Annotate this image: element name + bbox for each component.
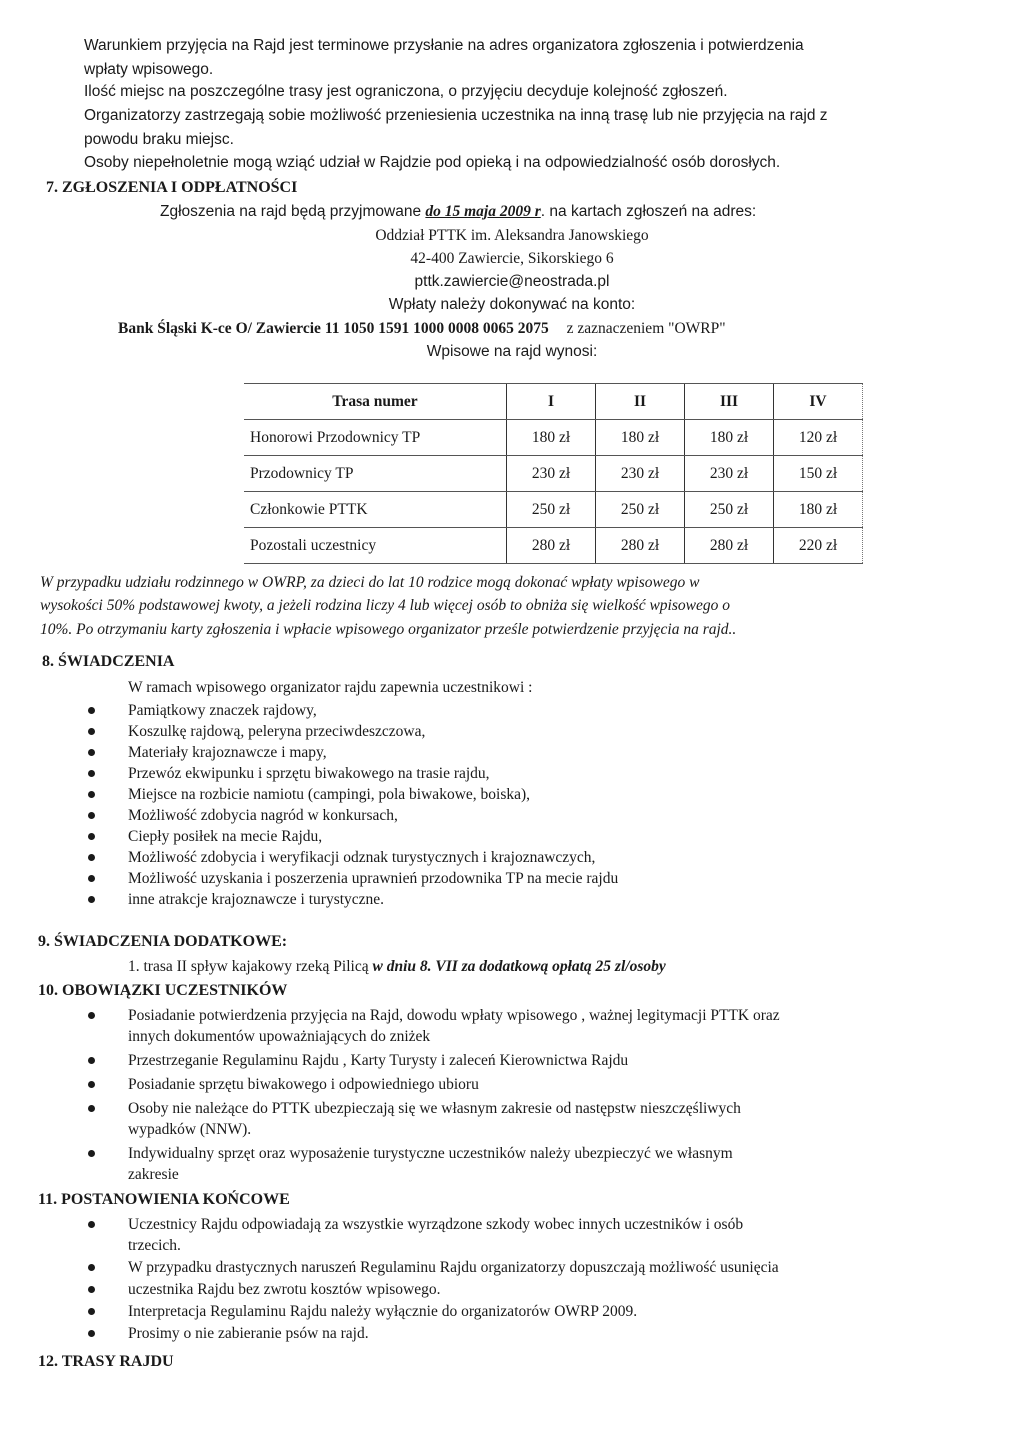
list-item-text: Możliwość uzyskania i poszerzenia uprawnień przodownika TP na mecie rajdu [128, 870, 619, 887]
fees-table [244, 383, 863, 564]
list-item-text: Przestrzeganie Regulaminu Rajdu , Karty Turysty i zaleceń Kierownictwa Rajdu [128, 1052, 629, 1069]
fees-header-col: I [507, 384, 596, 420]
table-row [244, 456, 863, 492]
list-item [88, 1005, 780, 1047]
s7-submission-text: Zgłoszenia na rajd będą przyjmowane [160, 203, 426, 220]
section-7-heading: 7. ZGŁOSZENIA I ODPŁATNOŚCI [46, 179, 298, 196]
bank-reference: z zaznaczeniem "OWRP" [566, 320, 726, 337]
list-item [88, 826, 618, 847]
fees-cell: 180 zł [507, 420, 596, 456]
list-item [88, 847, 618, 868]
bank-account-number: Bank Śląski K-ce O/ Zawiercie 11 1050 1591 1000 0008 0065 2075 [118, 320, 549, 337]
bullet-icon [88, 833, 95, 840]
list-item [88, 1143, 780, 1185]
intro-line-1: Warunkiem przyjęcia na Rajd jest terminowe przysłanie na adres organizatora zgłoszenia i potwierdzenia [84, 37, 804, 54]
section-12-heading: 12. TRASY RAJDU [38, 1353, 174, 1370]
fees-row-label: Pozostali uczestnicy [244, 528, 507, 564]
bullet-icon [88, 1264, 95, 1271]
list-item-text: Prosimy o nie zabieranie psów na rajd. [128, 1325, 369, 1342]
s7-submission-line [160, 202, 756, 222]
list-item-text: inne atrakcje krajoznawcze i turystyczne. [128, 891, 385, 908]
fees-cell: 180 zł [685, 420, 774, 456]
list-item [88, 1074, 780, 1095]
intro-line-3: Ilość miejsc na poszczególne trasy jest ograniczona, o przyjęciu decyduje kolejność zgłoszeń. [84, 83, 728, 100]
list-item-text: Osoby nie należące do PTTK ubezpieczają się we własnym zakresie od następstw nieszczęśliwych [128, 1100, 741, 1117]
fees-cell: 180 zł [774, 492, 863, 528]
bullet-icon [88, 1012, 95, 1019]
section-8-heading: 8. ŚWIADCZENIA [42, 653, 175, 670]
table-row [244, 528, 863, 564]
s9-item-text: 1. trasa II spływ kajakowy rzeką Pilicą [128, 958, 373, 975]
list-item-text: W przypadku drastycznych naruszeń Regulaminu Rajdu organizatorzy dopuszczają możliwość usunięcia [128, 1259, 779, 1276]
fees-cell: 280 zł [596, 528, 685, 564]
fees-row-label: Honorowi Przodownicy TP [244, 420, 507, 456]
fees-row-label: Członkowie PTTK [244, 492, 507, 528]
s7-submission-rest: . na kartach zgłoszeń na adres: [540, 203, 757, 220]
section-10-heading: 10. OBOWIĄZKI UCZESTNIKÓW [38, 982, 288, 999]
fees-cell: 280 zł [507, 528, 596, 564]
s11-final-provisions-list [88, 1214, 779, 1344]
fees-cell: 250 zł [596, 492, 685, 528]
list-item-text: Interpretacja Regulaminu Rajdu należy wyłącznie do organizatorów OWRP 2009. [128, 1303, 638, 1320]
fees-cell: 230 zł [507, 456, 596, 492]
bullet-icon [88, 1286, 95, 1293]
fees-cell: 250 zł [507, 492, 596, 528]
list-item-text: Ciepły posiłek na mecie Rajdu, [128, 828, 323, 845]
list-item [88, 889, 618, 910]
list-item-text: innych dokumentów upoważniających do zniżek [128, 1028, 431, 1045]
bullet-icon [88, 875, 95, 882]
list-item [88, 721, 618, 742]
list-item [88, 1214, 779, 1256]
list-item [88, 805, 618, 826]
bullet-icon [88, 1150, 95, 1157]
s9-item-detail: w dniu 8. VII za dodatkową opłatą 25 zl/osoby [372, 958, 666, 975]
bullet-icon [88, 854, 95, 861]
s9-item-1 [128, 957, 666, 977]
table-row [244, 492, 863, 528]
bullet-icon [88, 749, 95, 756]
list-item-text: Koszulkę rajdową, peleryna przeciwdeszczowa, [128, 723, 426, 740]
list-item-text: Miejsce na rozbicie namiotu (campingi, pola biwakowe, boiska), [128, 786, 531, 803]
list-item-text: Możliwość zdobycia i weryfikacji odznak turystycznych i krajoznawczych, [128, 849, 596, 866]
list-item [88, 1257, 779, 1278]
list-item-text: Przewóz ekwipunku i sprzętu biwakowego na trasie rajdu, [128, 765, 490, 782]
list-item-text: Możliwość zdobycia nagród w konkursach, [128, 807, 398, 824]
fees-cell: 220 zł [774, 528, 863, 564]
list-item-text: Uczestnicy Rajdu odpowiadają za wszystkie wyrządzone szkody wobec innych uczestników i osób [128, 1216, 744, 1233]
fees-header-col: III [685, 384, 774, 420]
list-item-text: Materiały krajoznawcze i mapy, [128, 744, 327, 761]
list-item-text: Posiadanie potwierdzenia przyjęcia na Rajd, dowodu wpłaty wpisowego , ważnej legitymacji PTTK oraz [128, 1007, 780, 1024]
family-note-line-3: 10%. Po otrzymaniu karty zgłoszenia i wpłacie wpisowego organizator prześle potwierdzenie przyjęcia na rajd.. [40, 621, 737, 638]
list-item-text: Indywidualny sprzęt oraz wyposażenie turystyczne uczestników należy ubezpieczyć we własnym [128, 1145, 733, 1162]
bullet-icon [88, 812, 95, 819]
list-item [88, 1279, 779, 1300]
table-row [244, 420, 863, 456]
section-11-heading: 11. POSTANOWIENIA KOŃCOWE [38, 1191, 290, 1208]
list-item [88, 1301, 779, 1322]
list-item-text: wypadków (NNW). [128, 1121, 252, 1138]
bullet-icon [88, 1081, 95, 1088]
s10-duties-list [88, 1005, 780, 1185]
list-item [88, 868, 618, 889]
list-item-text: trzecich. [128, 1237, 181, 1254]
intro-line-4: Organizatorzy zastrzegają sobie możliwość przeniesienia uczestnika na inną trasę lub nie przyjęcia na rajd z [84, 107, 828, 124]
list-item [88, 784, 618, 805]
list-item-text: zakresie [128, 1166, 179, 1183]
family-note-line-2: wysokości 50% podstawowej kwoty, a jeżeli rodzina liczy 4 lub więcej osób to obniża się wielkość wpisowego o [40, 597, 730, 614]
list-item [88, 1050, 780, 1071]
fees-cell: 280 zł [685, 528, 774, 564]
section-9-heading: 9. ŚWIADCZENIA DODATKOWE: [38, 933, 288, 950]
s8-intro: W ramach wpisowego organizator rajdu zapewnia uczestnikowi : [128, 679, 533, 696]
s7-fee-intro: Wpisowe na rajd wynosi: [426, 343, 598, 360]
s7-address: 42-400 Zawiercie, Sikorskiego 6 [410, 250, 614, 267]
fees-header-col: IV [774, 384, 863, 420]
list-item-text: uczestnika Rajdu bez zwrotu kosztów wpisowego. [128, 1281, 441, 1298]
bullet-icon [88, 707, 95, 714]
intro-line-6: Osoby niepełnoletnie mogą wziąć udział w Rajdzie pod opieką i na odpowiedzialność osób dorosłych. [84, 154, 781, 171]
s8-benefits-list [88, 700, 618, 910]
fees-row-label: Przodownicy TP [244, 456, 507, 492]
intro-line-5: powodu braku miejsc. [84, 131, 234, 148]
fees-cell: 230 zł [596, 456, 685, 492]
fees-cell: 180 zł [596, 420, 685, 456]
bullet-icon [88, 791, 95, 798]
s7-deadline: do 15 maja 2009 r [425, 203, 541, 220]
fees-header-row [244, 384, 863, 420]
list-item [88, 742, 618, 763]
bullet-icon [88, 1057, 95, 1064]
fees-cell: 250 zł [685, 492, 774, 528]
bullet-icon [88, 1308, 95, 1315]
fees-header-route: Trasa numer [244, 384, 507, 420]
list-item [88, 1098, 780, 1140]
bullet-icon [88, 896, 95, 903]
s7-branch-name: Oddział PTTK im. Aleksandra Janowskiego [375, 227, 649, 244]
fees-cell: 230 zł [685, 456, 774, 492]
fees-cell: 150 zł [774, 456, 863, 492]
bullet-icon [88, 770, 95, 777]
bullet-icon [88, 1105, 95, 1112]
bullet-icon [88, 1221, 95, 1228]
list-item [88, 1323, 779, 1344]
s7-payment-intro: Wpłaty należy dokonywać na konto: [388, 296, 636, 313]
intro-line-2: wpłaty wpisowego. [84, 61, 214, 78]
s7-email: pttk.zawiercie@neostrada.pl [414, 273, 610, 290]
s7-bank-account [118, 319, 726, 339]
list-item-text: Posiadanie sprzętu biwakowego i odpowiedniego ubioru [128, 1076, 479, 1093]
bullet-icon [88, 728, 95, 735]
family-note-line-1: W przypadku udziału rodzinnego w OWRP, za dzieci do lat 10 rodzice mogą dokonać wpłaty wpisowego w [40, 574, 700, 591]
fees-cell: 120 zł [774, 420, 863, 456]
list-item-text: Pamiątkowy znaczek rajdowy, [128, 702, 317, 719]
bullet-icon [88, 1330, 95, 1337]
list-item [88, 763, 618, 784]
fees-header-col: II [596, 384, 685, 420]
list-item [88, 700, 618, 721]
